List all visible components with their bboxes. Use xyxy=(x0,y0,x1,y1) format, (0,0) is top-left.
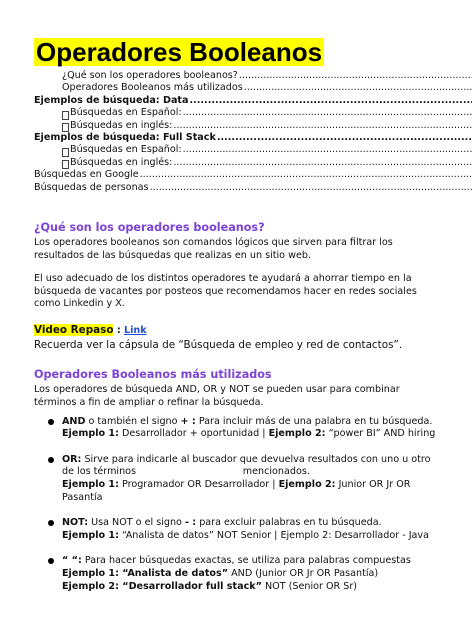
toc-entry[interactable] xyxy=(34,107,472,119)
toc-leader-dots xyxy=(183,144,472,156)
toc-leader-dots xyxy=(189,95,472,107)
operator-list xyxy=(34,416,444,594)
toc-leader-dots xyxy=(173,120,472,132)
toc-entry[interactable] xyxy=(34,82,472,94)
operator-name: NOT: xyxy=(62,517,89,529)
video-note: Recuerda ver la cápsula de “Búsqueda de empleo y red de contactos”. xyxy=(34,338,403,351)
example-label: Ejemplo 1: xyxy=(62,568,119,579)
operator-name: “ “: xyxy=(62,555,82,567)
toc-leader-dots xyxy=(183,107,472,119)
missing-glyph-icon xyxy=(62,123,69,132)
list-item-and xyxy=(34,416,444,441)
operator-name: OR: xyxy=(62,453,82,465)
toc-entry[interactable] xyxy=(34,120,472,132)
operator-desc: Usa NOT o el signo xyxy=(88,517,185,529)
example-text: “power BI” AND hiring xyxy=(325,428,436,440)
bullet-icon xyxy=(48,419,54,425)
example-label: Ejemplo 2: xyxy=(278,479,336,491)
bullet-icon xyxy=(48,558,54,564)
missing-glyph-icon xyxy=(62,148,69,157)
toc-entry-label: Búsquedas en Google xyxy=(34,169,139,181)
example-label: Ejemplo 1: xyxy=(62,529,119,541)
example-text: Junior OR Jr OR Pasantía xyxy=(62,479,411,503)
example-label: Ejemplo 2: xyxy=(268,428,326,440)
toc-entry[interactable] xyxy=(34,132,472,144)
toc-entry-label: ¿Qué son los operadores booleanos? xyxy=(62,70,238,81)
example-text: Desarrollador + oportunidad | xyxy=(118,428,269,440)
toc-entry-label: Ejemplos de búsqueda: Data xyxy=(34,94,189,106)
example-term: “Desarrollador full stack” xyxy=(118,580,262,592)
operator-desc: para excluir palabras en tu búsqueda. xyxy=(196,517,382,529)
toc-leader-dots xyxy=(173,157,472,169)
example-label: Ejemplo 2: xyxy=(62,580,119,592)
toc-entry[interactable] xyxy=(34,157,472,169)
toc-leader-dots xyxy=(150,182,472,194)
video-repaso-line xyxy=(34,324,474,337)
missing-glyph-icon xyxy=(62,160,69,169)
example-text: AND (Junior OR Jr OR Pasantía) xyxy=(228,568,379,579)
bullet-icon xyxy=(48,457,54,463)
video-link[interactable]: Link xyxy=(124,324,147,336)
toc-entry-label: Búsquedas en Español: xyxy=(70,107,182,119)
paragraph-usage: El uso adecuado de los distintos operadores te ayudará a ahorrar tiempo en la búsqueda de vacantes por posteos que recomendamos hacer en redes sociales como Linkedin y X. xyxy=(34,273,417,310)
page-title: Operadores Booleanos xyxy=(36,37,323,67)
example-line xyxy=(62,581,444,594)
example-label: Ejemplo 1: xyxy=(62,428,119,440)
toc-leader-dots xyxy=(239,70,472,82)
video-colon: : xyxy=(113,324,125,336)
example-line xyxy=(62,479,444,504)
operator-desc: Para hacer búsquedas exactas, se utiliza para palabras compuestas xyxy=(81,555,411,567)
example-line xyxy=(62,568,444,581)
toc-entry-label: Búsquedas de personas xyxy=(34,181,149,193)
toc-leader-dots xyxy=(140,169,472,181)
toc-leader-dots xyxy=(244,82,472,94)
section-heading-what-are: ¿Qué son los operadores booleanos? xyxy=(34,220,265,234)
toc-entry[interactable] xyxy=(34,95,472,107)
bullet-icon xyxy=(48,520,54,526)
toc-entry[interactable] xyxy=(34,144,472,156)
paragraph-definition: Los operadores booleanos son comandos lógicos que sirven para filtrar los resultados de las búsquedas que realizas en un sitio web. xyxy=(34,236,393,261)
table-of-contents xyxy=(34,70,472,194)
video-label: Video Repaso xyxy=(34,323,114,336)
paragraph-intro: Los operadores de búsqueda AND, OR y NOT se pueden usar para combinar términos a fin de ampliar o refinar la búsqueda. xyxy=(34,384,400,409)
toc-entry-label: Búsquedas en inglés: xyxy=(70,119,173,131)
operator-name: AND xyxy=(62,415,86,427)
example-line xyxy=(62,530,444,543)
toc-leader-dots xyxy=(217,132,472,144)
operator-sign: - : xyxy=(184,517,197,529)
example-label: Ejemplo 1: xyxy=(62,479,119,491)
toc-entry[interactable] xyxy=(34,169,472,181)
operator-desc: Para incluir más de una palabra en tu búsqueda. xyxy=(195,415,433,427)
toc-entry-label: Búsquedas en inglés: xyxy=(70,156,173,168)
list-item-quotes xyxy=(34,555,444,593)
operator-desc: Sirve para indicarle al buscador que devuelva resultados con uno u otro de los términos mencionados. xyxy=(62,453,434,478)
toc-entry-label: Búsquedas en Español: xyxy=(70,144,182,156)
toc-entry-label: Operadores Booleanos más utilizados xyxy=(62,82,243,94)
toc-entry[interactable] xyxy=(34,182,472,194)
operator-sign: + : xyxy=(180,415,196,427)
example-line xyxy=(62,428,444,441)
operator-desc: o también el signo xyxy=(85,415,181,427)
example-term: “Analista de datos” xyxy=(118,568,229,579)
list-item-or xyxy=(34,454,444,504)
toc-entry-label: Ejemplos de búsqueda: Full Stack xyxy=(34,131,216,143)
missing-glyph-icon xyxy=(62,111,69,120)
example-text: “Analista de datos” NOT Senior | Ejemplo 2: Desarrollador - Java xyxy=(118,529,429,541)
list-item-not xyxy=(34,517,444,542)
example-text: NOT (Senior OR Sr) xyxy=(261,580,358,592)
section-heading-most-used: Operadores Booleanos más utilizados xyxy=(34,368,272,382)
example-text: Programador OR Desarrollador | xyxy=(118,479,279,491)
toc-entry[interactable] xyxy=(34,70,472,82)
